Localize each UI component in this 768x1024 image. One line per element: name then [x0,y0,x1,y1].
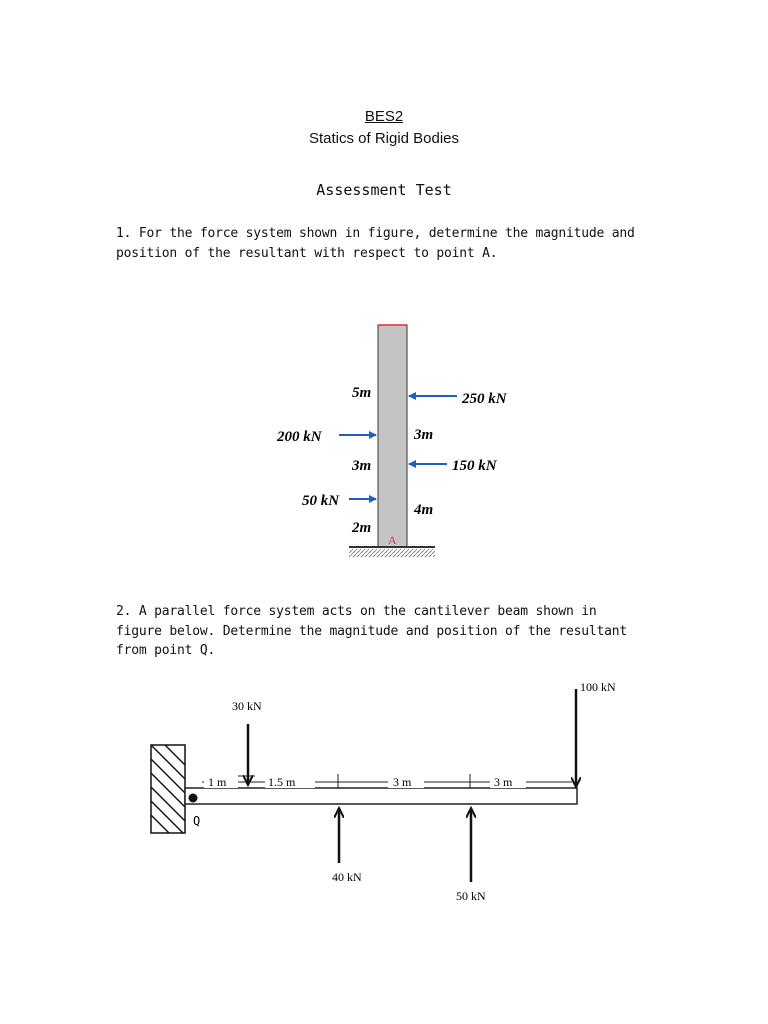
ground-hatch [349,549,435,557]
question-2-line-3: from point Q. [116,643,216,658]
test-title: Assessment Test [316,181,452,199]
figure-1-column-diagram [260,318,540,568]
question-1-line-2: position of the resultant with respect to point A. [116,245,498,261]
question-2 [116,602,656,661]
label-200kn: 200 kN [277,429,322,445]
label-50kn: 50 kN [456,889,486,903]
course-title: Statics of Rigid Bodies [308,130,460,147]
course-code: BES2 [364,108,404,125]
dim-3m-a: 3 m [393,775,412,789]
beam [185,788,577,804]
dim-5m: 5m [352,385,372,401]
figure-2-cantilever-diagram [140,670,660,915]
dim-3m-b: 3 m [494,775,513,789]
dim-2m: 2m [352,520,372,536]
dim-3m-right: 3m [414,427,434,443]
dim-1m: 1 m [208,775,227,789]
label-30kn: 30 kN [232,699,262,713]
label-100kn: 100 kN [580,680,616,694]
question-2-line-1: 2. A parallel force system acts on the cantilever beam shown in [116,604,597,619]
question-1-line-1: 1. For the force system shown in figure, determine the magnitude and [116,226,635,241]
dim-1-5m: 1.5 m [268,775,296,789]
column [378,325,407,547]
dim-3m-left: 3m [352,458,372,474]
point-a-label: A [388,533,397,547]
point-q-dot [189,794,198,803]
label-150kn: 150 kN [452,458,497,474]
label-250kn: 250 kN [462,391,507,407]
point-q-label: Q [193,814,201,828]
question-2-line-2: figure below. Determine the magnitude and position of the resultant [116,623,627,639]
dim-4m: 4m [414,502,434,518]
label-50kn: 50 kN [302,493,340,509]
label-40kn: 40 kN [332,870,362,884]
question-1 [116,224,656,263]
